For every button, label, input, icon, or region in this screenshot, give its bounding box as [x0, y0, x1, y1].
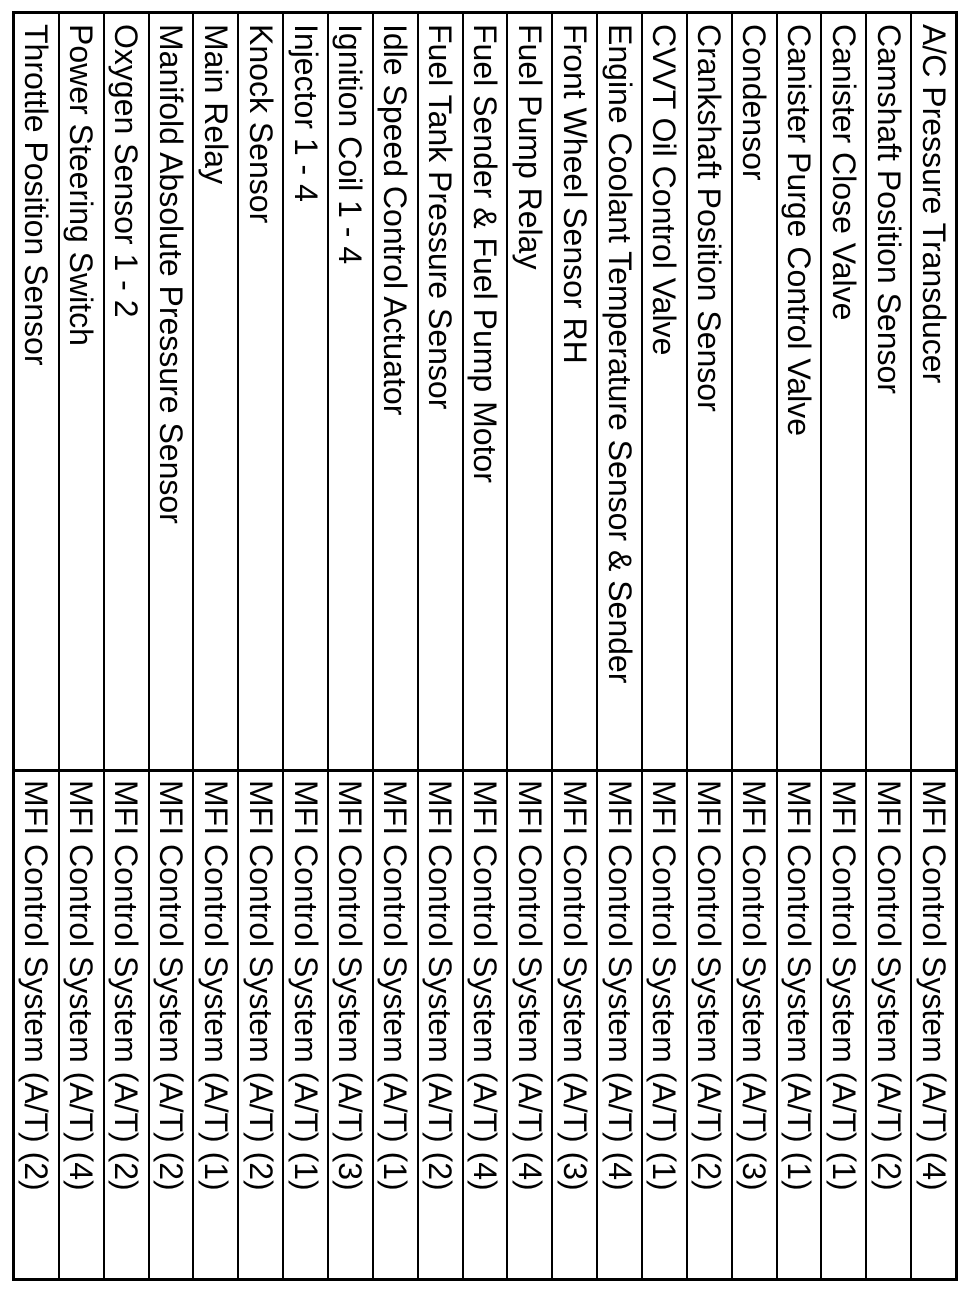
table-row	[508, 14, 553, 1278]
table-row	[105, 14, 150, 1278]
system-reference-cell: MFI Control System (A/T) (2)	[422, 780, 459, 1191]
table-row	[688, 14, 733, 1278]
component-name-cell: Camshaft Position Sensor	[867, 14, 910, 772]
table-row	[778, 14, 823, 1278]
component-name-cell: Crankshaft Position Sensor	[688, 14, 731, 772]
table-row	[60, 14, 105, 1278]
component-name-cell: Power Steering Switch	[60, 14, 103, 772]
table-row	[329, 14, 374, 1278]
table-row	[374, 14, 419, 1278]
system-reference-cell: MFI Control System (A/T) (2)	[870, 780, 907, 1191]
system-reference-cell: MFI Control System (A/T) (1)	[197, 780, 234, 1191]
system-reference-cell: MFI Control System (A/T) (1)	[377, 780, 414, 1191]
system-reference-cell: MFI Control System (A/T) (3)	[556, 780, 593, 1191]
system-reference-cell: MFI Control System (A/T) (4)	[915, 780, 952, 1191]
system-reference-cell: MFI Control System (A/T) (1)	[781, 780, 817, 1191]
table-row	[553, 14, 598, 1278]
system-reference-cell: MFI Control System (A/T) (2)	[152, 780, 189, 1191]
component-name-cell: Condensor	[733, 14, 776, 772]
component-name-cell: Fuel Pump Relay	[508, 14, 551, 772]
component-name-cell: Ignition Coil 1 - 4	[329, 14, 372, 772]
system-reference-cell: MFI Control System (A/T) (4)	[63, 780, 100, 1191]
component-name-cell: Knock Sensor	[239, 14, 282, 772]
system-reference-cell: MFI Control System (A/T) (1)	[825, 780, 862, 1191]
system-reference-cell: MFI Control System (A/T) (1)	[287, 780, 324, 1191]
system-reference-cell: MFI Control System (A/T) (3)	[736, 780, 773, 1191]
table-row	[598, 14, 643, 1278]
component-name-cell: Main Relay	[194, 14, 237, 772]
system-reference-cell: MFI Control System (A/T) (4)	[466, 780, 503, 1191]
table-row	[419, 14, 464, 1278]
component-name-cell: Idle Speed Control Actuator	[374, 14, 417, 772]
component-name-cell: Front Wheel Sensor RH	[553, 14, 596, 772]
system-reference-cell: MFI Control System (A/T) (2)	[18, 780, 55, 1191]
table-row	[733, 14, 778, 1278]
table-row	[284, 14, 329, 1278]
component-index-table	[12, 11, 958, 1281]
component-name-cell: A/C Pressure Transducer	[912, 14, 955, 772]
table-row	[150, 14, 195, 1278]
component-name-cell: Fuel Sender & Fuel Pump Motor	[464, 14, 507, 772]
system-reference-cell: MFI Control System (A/T) (1)	[646, 780, 683, 1191]
system-reference-cell: MFI Control System (A/T) (4)	[601, 780, 638, 1191]
system-reference-cell: MFI Control System (A/T) (2)	[242, 780, 279, 1191]
component-name-cell: Fuel Tank Pressure Sensor	[419, 14, 462, 772]
system-reference-cell: MFI Control System (A/T) (3)	[332, 780, 369, 1191]
table-row	[239, 14, 284, 1278]
component-name-cell: CVVT Oil Control Valve	[643, 14, 686, 772]
table-row	[643, 14, 688, 1278]
system-reference-cell: MFI Control System (A/T) (4)	[511, 780, 548, 1191]
component-name-cell: Canister Purge Control Valve	[778, 14, 821, 772]
component-name-cell: Oxygen Sensor 1 - 2	[105, 14, 148, 772]
component-name-cell: Engine Coolant Temperature Sensor & Sender	[598, 14, 641, 772]
table-row	[15, 14, 60, 1278]
table-row	[912, 14, 955, 1278]
component-name-cell: Canister Close Valve	[822, 14, 865, 772]
system-reference-cell: MFI Control System (A/T) (2)	[108, 780, 145, 1191]
component-name-cell: Injector 1 - 4	[284, 14, 327, 772]
table-row	[194, 14, 239, 1278]
component-name-cell: Throttle Position Sensor	[15, 14, 58, 772]
table-row	[867, 14, 912, 1278]
component-name-cell: Manifold Absolute Pressure Sensor	[150, 14, 193, 772]
system-reference-cell: MFI Control System (A/T) (2)	[691, 780, 728, 1191]
table-row	[464, 14, 509, 1278]
table-row	[822, 14, 867, 1278]
